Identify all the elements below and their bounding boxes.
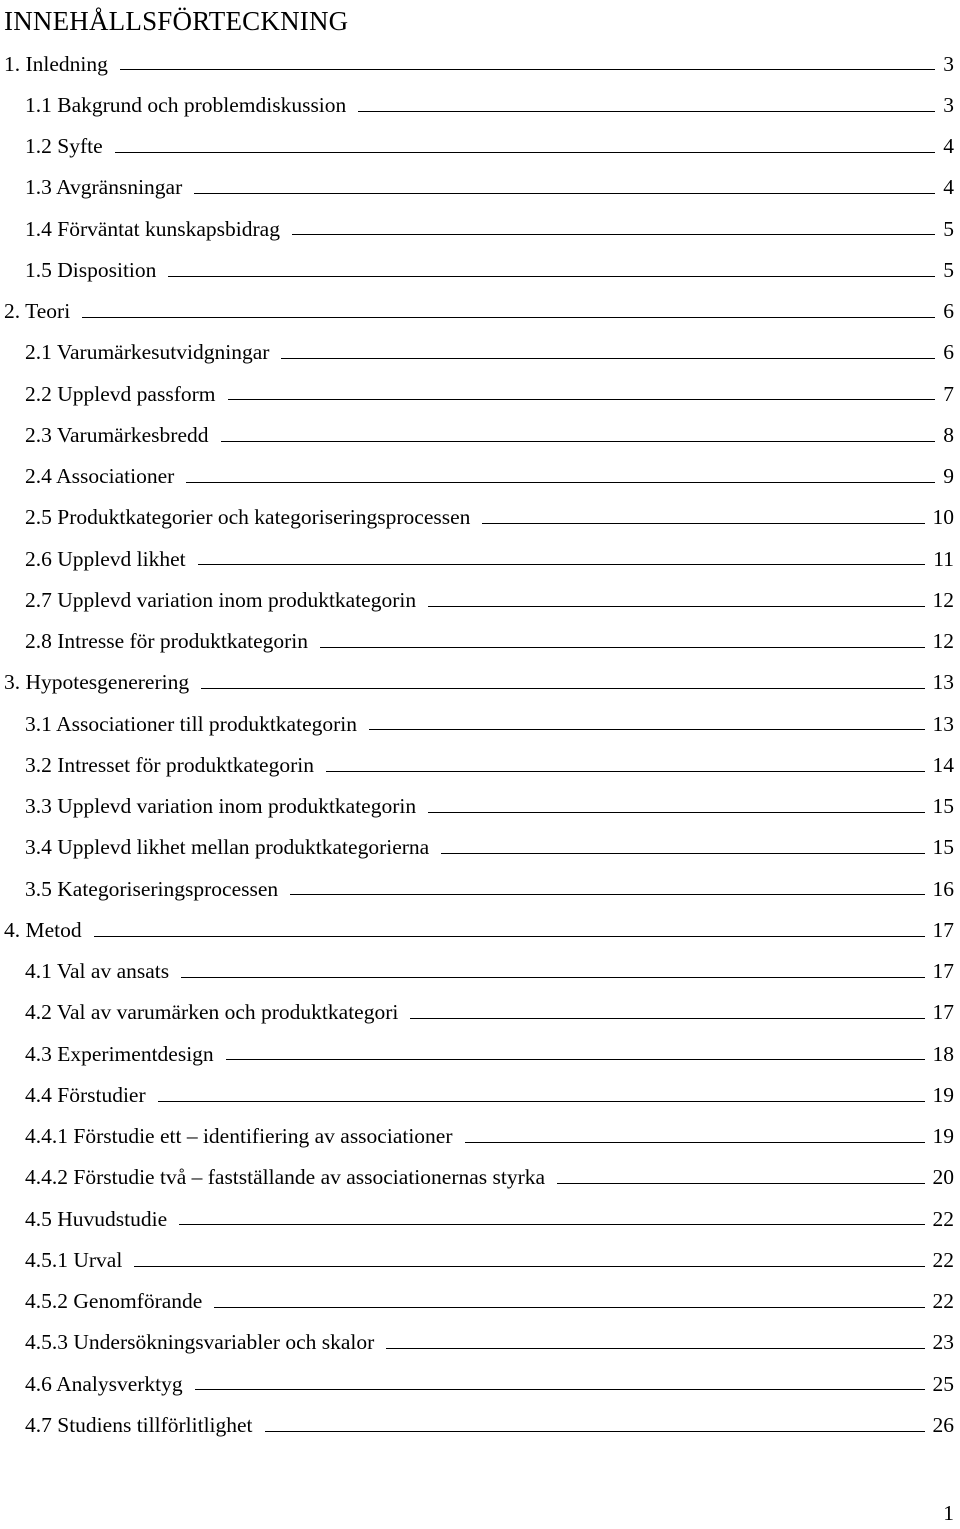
toc-entry-label: 1.3 Avgränsningar: [25, 175, 183, 200]
toc-entry[interactable]: [0, 1404, 960, 1445]
toc-entry-label: 3.2 Intresset för produktkategorin: [25, 752, 314, 777]
toc-entry[interactable]: [0, 621, 960, 662]
toc-entry[interactable]: [0, 703, 960, 744]
toc-entry[interactable]: [0, 1033, 960, 1074]
toc-entry-label: 1. Inledning: [4, 51, 108, 76]
toc-leader-line: [134, 1266, 924, 1267]
toc-entry-page-number: 6: [943, 340, 954, 365]
toc-entry[interactable]: [0, 1239, 960, 1280]
toc-entry-page-number: 9: [943, 464, 954, 489]
toc-leader-line: [281, 358, 935, 359]
toc-entry-label: 4.4 Förstudier: [25, 1082, 146, 1107]
toc-leader-line: [198, 564, 926, 565]
toc-leader-line: [386, 1348, 924, 1349]
toc-leader-line: [226, 1059, 925, 1060]
toc-leader-line: [228, 399, 936, 400]
toc-entry[interactable]: [0, 1363, 960, 1404]
toc-entry-label: 4.3 Experimentdesign: [25, 1041, 214, 1066]
toc-entry-page-number: 10: [932, 505, 954, 530]
toc-entry-page-number: 12: [932, 629, 954, 654]
toc-entry-label: 2.8 Intresse för produktkategorin: [25, 629, 309, 654]
toc-entry-label: 4.4.2 Förstudie två – fastställande av associationernas styrka: [25, 1165, 546, 1190]
toc-entry-page-number: 12: [932, 587, 954, 612]
toc-leader-line: [320, 647, 924, 648]
toc-leader-line: [557, 1183, 924, 1184]
toc-entry-page-number: 20: [932, 1165, 954, 1190]
toc-entry[interactable]: [0, 126, 960, 167]
toc-entry-label: 1.2 Syfte: [25, 134, 103, 159]
toc-entry-page-number: 5: [943, 216, 954, 241]
toc-entry-label: 1.1 Bakgrund och problemdiskussion: [25, 92, 347, 117]
toc-entry-label: 4.5.3 Undersökningsvariabler och skalor: [25, 1330, 375, 1355]
toc-entry-page-number: 26: [932, 1412, 954, 1437]
toc-entry[interactable]: [0, 1116, 960, 1157]
toc-entry[interactable]: [0, 456, 960, 497]
toc-entry-label: 4.5.2 Genomförande: [25, 1289, 203, 1314]
toc-leader-line: [186, 482, 935, 483]
toc-leader-line: [195, 1389, 925, 1390]
toc-entry-page-number: 18: [932, 1041, 954, 1066]
toc-entry[interactable]: [0, 208, 960, 249]
toc-entry-page-number: 25: [932, 1371, 954, 1396]
toc-entry[interactable]: [0, 332, 960, 373]
toc-entry[interactable]: [0, 909, 960, 950]
toc-entry[interactable]: [0, 373, 960, 414]
toc-entry-label: 2.1 Varumärkesutvidgningar: [25, 340, 270, 365]
toc-entry[interactable]: [0, 538, 960, 579]
toc-entry-label: 2.4 Associationer: [25, 464, 175, 489]
toc-leader-line: [265, 1431, 925, 1432]
toc-entry[interactable]: [0, 786, 960, 827]
toc-entry-page-number: 17: [932, 959, 954, 984]
toc-entry-page-number: 13: [932, 711, 954, 736]
toc-leader-line: [82, 317, 935, 318]
toc-entry-label: 3. Hypotesgenerering: [4, 670, 190, 695]
toc-leader-line: [292, 234, 935, 235]
toc-entry-page-number: 13: [932, 670, 954, 695]
toc-entry[interactable]: [0, 291, 960, 332]
toc-leader-line: [168, 276, 935, 277]
toc-entry-label: 2.7 Upplevd variation inom produktkategorin: [25, 587, 417, 612]
toc-leader-line: [181, 977, 924, 978]
toc-entry-page-number: 16: [932, 876, 954, 901]
toc-leader-line: [179, 1224, 924, 1225]
toc-entry-label: 1.4 Förväntat kunskapsbidrag: [25, 216, 280, 241]
toc-entry-label: 4.5 Huvudstudie: [25, 1206, 168, 1231]
toc-entry[interactable]: [0, 84, 960, 125]
toc-entry-label: 2. Teori: [4, 299, 71, 324]
toc-entry[interactable]: [0, 744, 960, 785]
toc-entry-label: 3.5 Kategoriseringsprocessen: [25, 876, 279, 901]
toc-leader-line: [410, 1018, 924, 1019]
toc-entry-label: 3.4 Upplevd likhet mellan produktkategorierna: [25, 835, 430, 860]
toc-leader-line: [358, 111, 935, 112]
toc-entry[interactable]: [0, 1074, 960, 1115]
toc-entry-page-number: 19: [932, 1124, 954, 1149]
toc-entry-page-number: 14: [932, 752, 954, 777]
toc-entry-page-number: 22: [932, 1289, 954, 1314]
toc-entry-label: 4.6 Analysverktyg: [25, 1371, 183, 1396]
toc-entry-label: 2.2 Upplevd passform: [25, 381, 216, 406]
toc-entry-label: 2.3 Varumärkesbredd: [25, 422, 209, 447]
toc-entry-label: 3.3 Upplevd variation inom produktkategorin: [25, 794, 417, 819]
toc-entry-label: 2.5 Produktkategorier och kategoriseringsprocessen: [25, 505, 471, 530]
toc-leader-line: [120, 69, 935, 70]
toc-entry-label: 4. Metod: [4, 917, 82, 942]
toc-entry[interactable]: [0, 1281, 960, 1322]
toc-entry[interactable]: [0, 43, 960, 84]
toc-leader-line: [94, 936, 925, 937]
toc-entry[interactable]: [0, 951, 960, 992]
toc-entry-page-number: 4: [943, 175, 954, 200]
toc-leader-line: [194, 193, 935, 194]
toc-entry-label: 4.2 Val av varumärken och produktkategori: [25, 1000, 399, 1025]
toc-entry[interactable]: [0, 497, 960, 538]
toc-entry[interactable]: [0, 1322, 960, 1363]
toc-entry-page-number: 19: [932, 1082, 954, 1107]
toc-entry[interactable]: [0, 1157, 960, 1198]
toc-entry[interactable]: [0, 414, 960, 455]
toc-entry-page-number: 4: [943, 134, 954, 159]
toc-entry-page-number: 23: [932, 1330, 954, 1355]
toc-leader-line: [201, 688, 924, 689]
toc-leader-line: [115, 152, 936, 153]
toc-entry-page-number: 15: [932, 794, 954, 819]
toc-entry-label: 4.7 Studiens tillförlitlighet: [25, 1412, 253, 1437]
toc-leader-line: [326, 771, 925, 772]
toc-entry-page-number: 17: [932, 917, 954, 942]
toc-entry-label: 2.6 Upplevd likhet: [25, 546, 186, 571]
toc-leader-line: [428, 606, 924, 607]
toc-entry[interactable]: [0, 167, 960, 208]
toc-entry[interactable]: [0, 868, 960, 909]
toc-entry-label: 3.1 Associationer till produktkategorin: [25, 711, 358, 736]
toc-entry[interactable]: [0, 1198, 960, 1239]
toc-leader-line: [214, 1307, 924, 1308]
toc-leader-line: [369, 729, 924, 730]
toc-entry-label: 4.1 Val av ansats: [25, 959, 170, 984]
toc-entry-page-number: 6: [943, 299, 954, 324]
toc-leader-line: [221, 441, 936, 442]
toc-entry-page-number: 17: [932, 1000, 954, 1025]
toc-entry-label: 4.4.1 Förstudie ett – identifiering av associationer: [25, 1124, 453, 1149]
page-number: 1: [943, 1501, 954, 1525]
toc-entry-page-number: 22: [932, 1247, 954, 1272]
toc-entry-page-number: 15: [932, 835, 954, 860]
toc-entry-page-number: 22: [932, 1206, 954, 1231]
toc-entry-page-number: 11: [933, 546, 954, 571]
toc-entry[interactable]: [0, 992, 960, 1033]
toc-entry-label: 4.5.1 Urval: [25, 1247, 123, 1272]
toc-entry-page-number: 3: [943, 51, 954, 76]
toc-leader-line: [290, 894, 924, 895]
toc-entry-label: 1.5 Disposition: [25, 257, 157, 282]
toc-entry-page-number: 8: [943, 422, 954, 447]
toc-entry-page-number: 7: [943, 381, 954, 406]
toc-leader-line: [482, 523, 924, 524]
toc-list: [0, 43, 960, 1446]
toc-entry[interactable]: [0, 662, 960, 703]
toc-entry[interactable]: [0, 249, 960, 290]
toc-entry-page-number: 5: [943, 257, 954, 282]
toc-leader-line: [158, 1101, 925, 1102]
toc-leader-line: [465, 1142, 925, 1143]
toc-entry[interactable]: [0, 827, 960, 868]
toc-entry[interactable]: [0, 579, 960, 620]
toc-leader-line: [428, 812, 924, 813]
toc-entry-page-number: 3: [943, 92, 954, 117]
toc-leader-line: [441, 853, 924, 854]
toc-title: INNEHÅLLSFÖRTECKNING: [4, 6, 349, 36]
